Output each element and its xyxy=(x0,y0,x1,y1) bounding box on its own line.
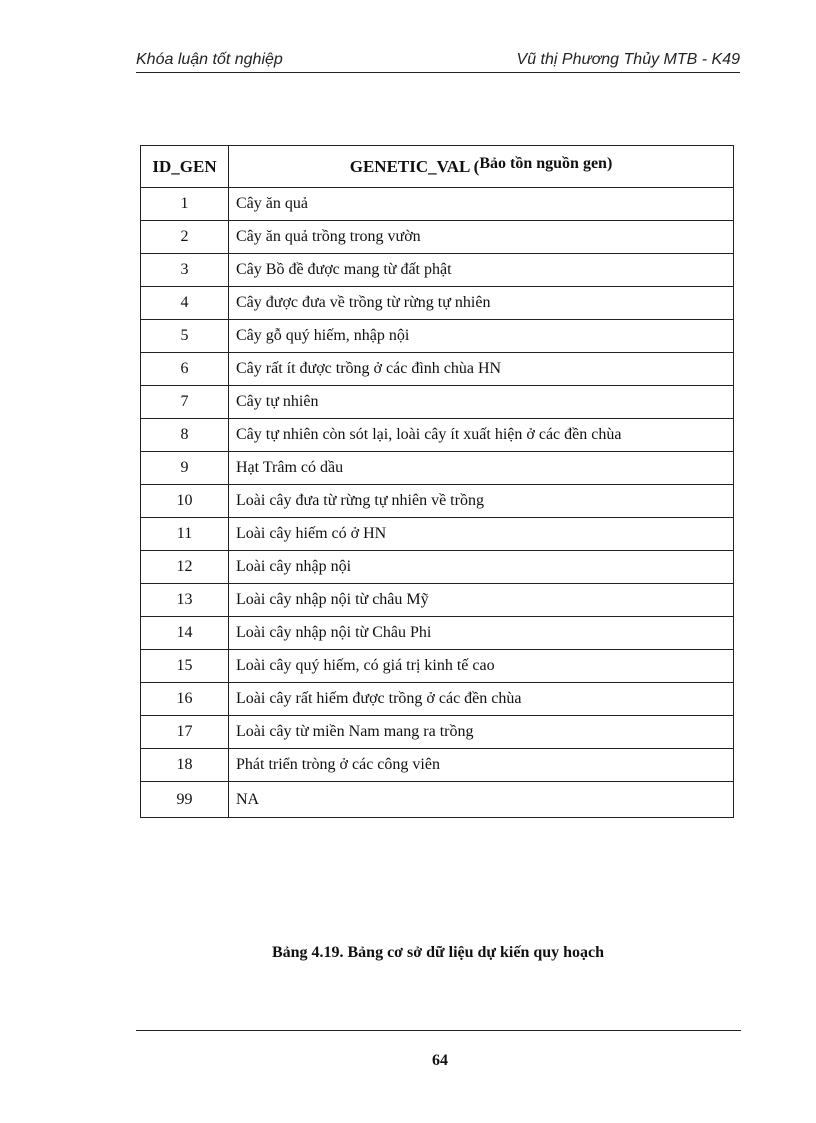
row-id-cell: 1 xyxy=(141,188,229,221)
row-value-cell: Loài cây nhập nội từ châu Mỹ xyxy=(229,584,734,617)
column-header-value xyxy=(229,146,734,188)
header-right-text: Vũ thị Phương Thủy MTB - K49 xyxy=(516,51,740,68)
row-value-cell: Cây gỗ quý hiếm, nhập nội xyxy=(229,320,734,353)
row-id-cell: 4 xyxy=(141,287,229,320)
table-row xyxy=(141,749,734,782)
table-row xyxy=(141,716,734,749)
table-caption: Bảng 4.19. Bảng cơ sở dữ liệu dự kiến quy hoạch xyxy=(271,944,605,961)
page-header xyxy=(136,50,740,73)
row-id-cell: 6 xyxy=(141,353,229,386)
column-header-id: ID_GEN xyxy=(141,146,229,188)
row-id-cell: 10 xyxy=(141,485,229,518)
row-value-cell: Loài cây nhập nội từ Châu Phi xyxy=(229,617,734,650)
table-row xyxy=(141,386,734,419)
table-body xyxy=(141,188,734,818)
table-row xyxy=(141,617,734,650)
row-id-cell: 13 xyxy=(141,584,229,617)
table-row xyxy=(141,584,734,617)
row-id-cell: 2 xyxy=(141,221,229,254)
table-row xyxy=(141,353,734,386)
row-value-cell: Cây ăn quả xyxy=(229,188,734,221)
row-value-cell: Loài cây rất hiếm được trồng ở các đền chùa xyxy=(229,683,734,716)
row-value-cell: Cây ăn quả trồng trong vườn xyxy=(229,221,734,254)
row-id-cell: 18 xyxy=(141,749,229,782)
table-row xyxy=(141,485,734,518)
table-row xyxy=(141,320,734,353)
row-value-cell: Loài cây hiếm có ở HN xyxy=(229,518,734,551)
row-value-cell: NA xyxy=(229,782,734,818)
table-row xyxy=(141,551,734,584)
column-header-value-label: GENETIC_VAL xyxy=(349,156,470,176)
table-row xyxy=(141,188,734,221)
table-row xyxy=(141,254,734,287)
row-id-cell: 17 xyxy=(141,716,229,749)
row-value-cell: Cây tự nhiên xyxy=(229,386,734,419)
row-value-cell: Cây Bồ đề được mang từ đất phật xyxy=(229,254,734,287)
row-value-cell: Loài cây quý hiếm, có giá trị kinh tế cao xyxy=(229,650,734,683)
row-id-cell: 12 xyxy=(141,551,229,584)
row-id-cell: 11 xyxy=(141,518,229,551)
table-header-row xyxy=(141,146,734,188)
row-value-cell: Loài cây từ miền Nam mang ra trồng xyxy=(229,716,734,749)
row-value-cell: Hạt Trâm có dầu xyxy=(229,452,734,485)
row-value-cell: Loài cây đưa từ rừng tự nhiên về trồng xyxy=(229,485,734,518)
row-value-cell: Cây rất ít được trồng ở các đình chùa HN xyxy=(229,353,734,386)
table-row xyxy=(141,683,734,716)
table-row xyxy=(141,782,734,818)
row-id-cell: 3 xyxy=(141,254,229,287)
header-left-text: Khóa luận tốt nghiệp xyxy=(136,51,283,68)
row-value-cell: Loài cây nhập nội xyxy=(229,551,734,584)
page-number: 64 xyxy=(432,1052,448,1069)
row-id-cell: 7 xyxy=(141,386,229,419)
row-id-cell: 99 xyxy=(141,782,229,818)
column-header-note: Bảo tồn nguồn gen) xyxy=(479,154,613,172)
column-header-paren: ( xyxy=(473,156,480,176)
row-id-cell: 9 xyxy=(141,452,229,485)
genetic-value-table xyxy=(140,145,734,818)
table-row xyxy=(141,650,734,683)
row-id-cell: 14 xyxy=(141,617,229,650)
table-row xyxy=(141,221,734,254)
table-row xyxy=(141,287,734,320)
row-value-cell: Cây được đưa về trồng từ rừng tự nhiên xyxy=(229,287,734,320)
row-id-cell: 8 xyxy=(141,419,229,452)
row-id-cell: 5 xyxy=(141,320,229,353)
table-row xyxy=(141,452,734,485)
table-row xyxy=(141,419,734,452)
row-value-cell: Phát triển tròng ở các công viên xyxy=(229,749,734,782)
row-id-cell: 16 xyxy=(141,683,229,716)
footer-divider xyxy=(136,1030,741,1031)
table-row xyxy=(141,518,734,551)
row-id-cell: 15 xyxy=(141,650,229,683)
row-value-cell: Cây tự nhiên còn sót lại, loài cây ít xuất hiện ở các đền chùa xyxy=(229,419,734,452)
